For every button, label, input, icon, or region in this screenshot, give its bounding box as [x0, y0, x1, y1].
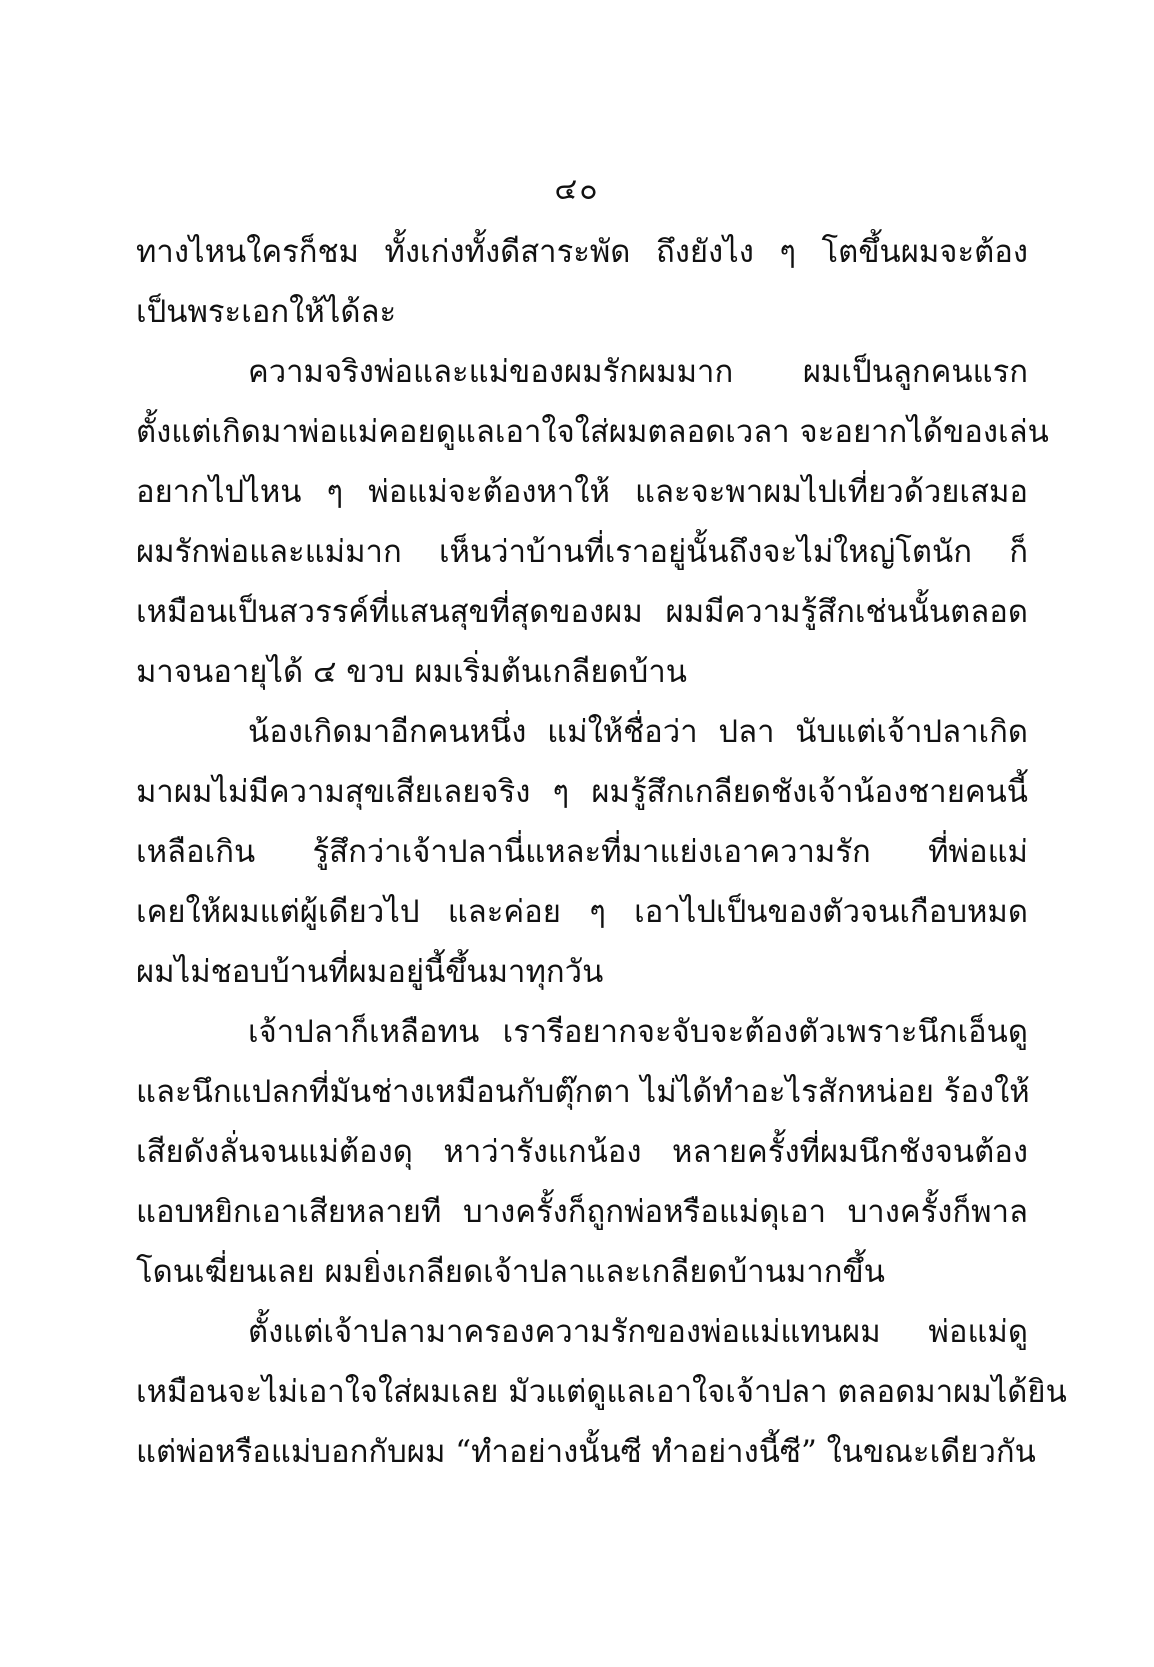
text-line: น้องเกิดมาอีกคนหนึ่ง แม่ให้ชื่อว่า ปลา นับแต่เจ้าปลาเกิด: [248, 714, 1028, 750]
text-line: แอบหยิกเอาเสียหลายที บางครั้งก็ถูกพ่อหรือแม่ดุเอา บางครั้งก็พาล: [136, 1194, 1028, 1230]
text-line: แต่พ่อหรือแม่บอกกับผม “ทำอย่างนั้นซี ทำอย่างนี้ซี” ในขณะเดียวกัน: [136, 1434, 1036, 1470]
text-line: ผมรักพ่อและแม่มาก เห็นว่าบ้านที่เราอยู่นั้นถึงจะไม่ใหญ่โตนัก ก็: [136, 534, 1028, 570]
text-line: ตั้งแต่เกิดมาพ่อแม่คอยดูแลเอาใจใส่ผมตลอดเวลา จะอยากได้ของเล่น: [136, 414, 1049, 450]
text-line: เจ้าปลาก็เหลือทน เรารีอยากจะจับจะต้องตัวเพราะนึกเอ็นดู: [248, 1014, 1028, 1050]
text-line: เหมือนจะไม่เอาใจใส่ผมเลย มัวแต่ดูแลเอาใจเจ้าปลา ตลอดมาผมได้ยิน: [136, 1374, 1067, 1410]
text-line: ทางไหนใครก็ชม ทั้งเก่งทั้งดีสาระพัด ถึงยังไง ๆ โตขึ้นผมจะต้อง: [136, 234, 1028, 270]
text-line: เคยให้ผมแต่ผู้เดียวไป และค่อย ๆ เอาไปเป็นของตัวจนเกือบหมด: [136, 894, 1028, 930]
text-line: ผมไม่ชอบบ้านที่ผมอยู่นี้ขึ้นมาทุกวัน: [136, 954, 604, 990]
text-line: เสียดังลั่นจนแม่ต้องดุ หาว่ารังแกน้อง หลายครั้งที่ผมนึกชังจนต้อง: [136, 1134, 1028, 1170]
text-line: มาผมไม่มีความสุขเสียเลยจริง ๆ ผมรู้สึกเกลียดชังเจ้าน้องชายคนนี้: [136, 774, 1028, 810]
text-line: อยากไปไหน ๆ พ่อแม่จะต้องหาให้ และจะพาผมไปเที่ยวด้วยเสมอ: [136, 474, 1028, 510]
text-line: ความจริงพ่อและแม่ของผมรักผมมาก ผมเป็นลูกคนแรก: [248, 354, 1028, 390]
text-line: เหมือนเป็นสวรรค์ที่แสนสุขที่สุดของผม ผมมีความรู้สึกเช่นนั้นตลอด: [136, 594, 1028, 630]
text-line: และนึกแปลกที่มันช่างเหมือนกับตุ๊กตา ไม่ได้ทำอะไรสักหน่อย ร้องให้: [136, 1074, 1030, 1110]
text-line: เป็นพระเอกให้ได้ละ: [136, 294, 397, 330]
text-line: โดนเฆี่ยนเลย ผมยิ่งเกลียดเจ้าปลาและเกลียดบ้านมากขึ้น: [136, 1254, 885, 1290]
page-number: ๔๐: [554, 172, 600, 207]
text-line: ตั้งแต่เจ้าปลามาครองความรักของพ่อแม่แทนผม พ่อแม่ดู: [248, 1314, 1028, 1350]
text-line: มาจนอายุได้ ๔ ขวบ ผมเริ่มต้นเกลียดบ้าน: [136, 654, 687, 690]
text-line: เหลือเกิน รู้สึกว่าเจ้าปลานี่แหละที่มาแย่งเอาความรัก ที่พ่อแม่: [136, 834, 1028, 870]
